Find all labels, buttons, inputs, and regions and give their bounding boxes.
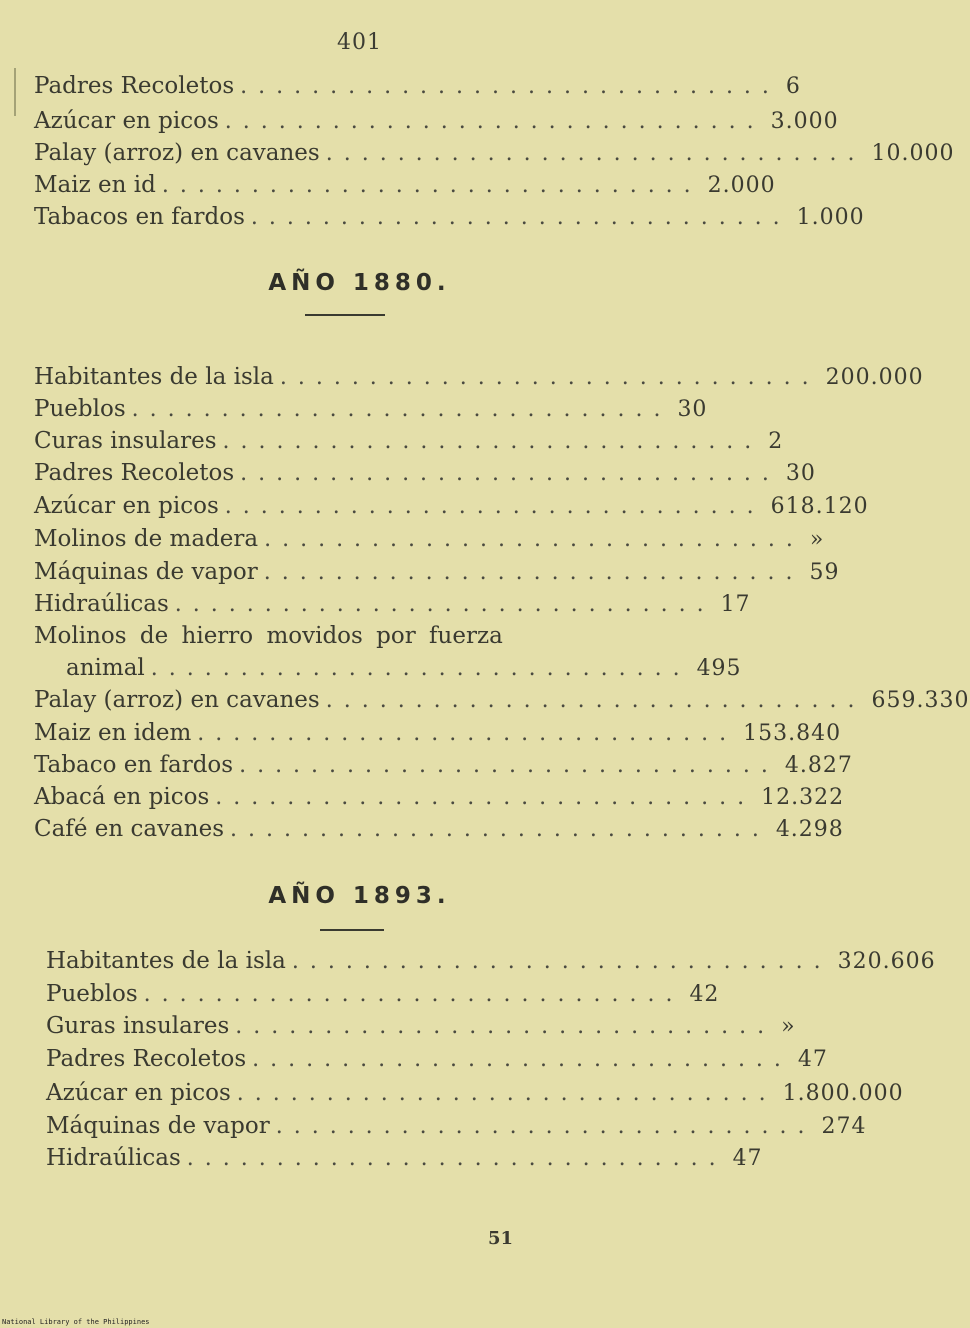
row-value: 30 (785, 461, 816, 486)
leader-dots: .............................. (250, 205, 791, 230)
table-row (46, 948, 936, 982)
row-value: 42 (689, 982, 720, 1007)
row-label: Hidraúlicas (46, 1145, 181, 1171)
leader-dots: .............................. (150, 656, 691, 681)
row-label: Máquinas de vapor (34, 559, 258, 585)
row-value: 200.000 (825, 365, 924, 390)
heading-rule (320, 929, 384, 931)
leader-dots: .............................. (240, 461, 780, 486)
row-label: Azúcar en picos (34, 108, 219, 134)
row-label: Pueblos (34, 396, 126, 422)
leader-dots: .............................. (222, 429, 763, 454)
row-label: Habitantes de la isla (46, 948, 286, 974)
leader-dots: .............................. (325, 688, 866, 713)
table-row (46, 1046, 828, 1080)
row-label: Guras insulares (46, 1013, 230, 1039)
row-label: Padres Recoletos (34, 73, 235, 99)
section-heading-1893: AÑO 1893. (268, 883, 451, 909)
row-value: 3.000 (770, 109, 839, 134)
table-row (34, 526, 825, 560)
row-value: 320.606 (837, 949, 936, 974)
row-value: 47 (732, 1146, 763, 1171)
row-value: 47 (797, 1047, 828, 1072)
leader-dots: .............................. (131, 397, 672, 422)
table-row (34, 140, 955, 174)
row-value: 10.000 (871, 141, 955, 166)
row-label: Molinos de hierro movidos por fuerza (34, 623, 503, 649)
table-row (34, 396, 708, 430)
table-row (34, 752, 853, 786)
table-row (34, 172, 776, 206)
leader-dots: .............................. (240, 74, 780, 99)
row-label: Palay (arroz) en cavanes (34, 687, 320, 713)
leader-dots: .............................. (161, 173, 702, 198)
table-row (46, 1080, 904, 1114)
leader-dots: .............................. (291, 949, 832, 974)
leader-dots: .............................. (235, 1014, 776, 1039)
row-value: 1.000 (796, 205, 865, 230)
row-label: Palay (arroz) en cavanes (34, 140, 320, 166)
table-row (46, 981, 720, 1015)
row-label: Maiz en idem (34, 720, 192, 746)
table-row (34, 784, 845, 818)
leader-dots: .............................. (263, 560, 804, 585)
section-heading-1880: AÑO 1880. (268, 270, 451, 296)
row-value: » (809, 527, 825, 552)
row-label: Máquinas de vapor (46, 1113, 270, 1139)
row-value: » (781, 1014, 796, 1039)
row-value: 4.827 (784, 753, 853, 778)
row-value: 30 (677, 397, 708, 422)
row-value: 659.330 (871, 688, 970, 713)
leader-dots: .............................. (279, 365, 820, 390)
leader-dots: .............................. (174, 592, 715, 617)
table-row (46, 1113, 867, 1147)
row-label: Padres Recoletos (46, 1046, 247, 1072)
row-value: 495 (696, 656, 742, 681)
table-row (34, 559, 840, 593)
table-row (34, 816, 844, 850)
row-label: Maiz en id (34, 172, 156, 198)
table-row (34, 428, 784, 462)
heading-rule (305, 314, 385, 316)
table-row (34, 591, 751, 625)
row-label: Curas insulares (34, 428, 217, 454)
table-row (34, 108, 839, 142)
row-label: Café en cavanes (34, 816, 225, 842)
row-label: Tabaco en fardos (34, 752, 234, 778)
table-row (66, 655, 742, 689)
table-row (34, 687, 970, 721)
leader-dots: .............................. (215, 785, 756, 810)
row-value: 2.000 (707, 173, 776, 198)
signature-mark: 51 (488, 1228, 514, 1249)
table-row (34, 364, 924, 398)
leader-dots: .............................. (236, 1081, 777, 1106)
table-row (34, 720, 842, 754)
table-row (46, 1145, 763, 1179)
row-label: Molinos de madera (34, 526, 259, 552)
table-row (34, 493, 869, 527)
leader-dots: .............................. (224, 109, 765, 134)
leader-dots: .............................. (264, 527, 804, 552)
leader-dots: .............................. (252, 1047, 792, 1072)
table-row (34, 73, 801, 107)
leader-dots: .............................. (325, 141, 866, 166)
row-value: 4.298 (775, 817, 844, 842)
row-label: Habitantes de la isla (34, 364, 274, 390)
row-label: Azúcar en picos (34, 493, 219, 519)
row-value: 6 (785, 74, 801, 99)
margin-mark (14, 68, 16, 116)
library-footer: National Library of the Philippines (2, 1318, 150, 1326)
leader-dots: .............................. (224, 494, 765, 519)
row-value: 274 (821, 1114, 867, 1139)
leader-dots: .............................. (239, 753, 779, 778)
leader-dots: .............................. (230, 817, 770, 842)
row-value: 2 (768, 429, 784, 454)
leader-dots: .............................. (275, 1114, 816, 1139)
leader-dots: .............................. (197, 721, 738, 746)
row-value: 1.800.000 (782, 1081, 904, 1106)
leader-dots: .............................. (143, 982, 684, 1007)
row-label: Pueblos (46, 981, 138, 1007)
row-label: Padres Recoletos (34, 460, 235, 486)
table-row (34, 460, 816, 494)
leader-dots: .............................. (186, 1146, 727, 1171)
row-label: Hidraúlicas (34, 591, 169, 617)
row-value: 17 (720, 592, 751, 617)
row-value: 12.322 (761, 785, 845, 810)
table-row (46, 1013, 796, 1047)
row-label: Tabacos en fardos (34, 204, 245, 230)
row-label: Abacá en picos (34, 784, 210, 810)
table-row (34, 204, 865, 238)
row-label: animal (66, 655, 145, 681)
table-row (34, 623, 656, 657)
row-label: Azúcar en picos (46, 1080, 231, 1106)
row-value: 618.120 (770, 494, 869, 519)
page-number: 401 (337, 30, 382, 55)
row-value: 59 (809, 560, 840, 585)
row-value: 153.840 (743, 721, 842, 746)
